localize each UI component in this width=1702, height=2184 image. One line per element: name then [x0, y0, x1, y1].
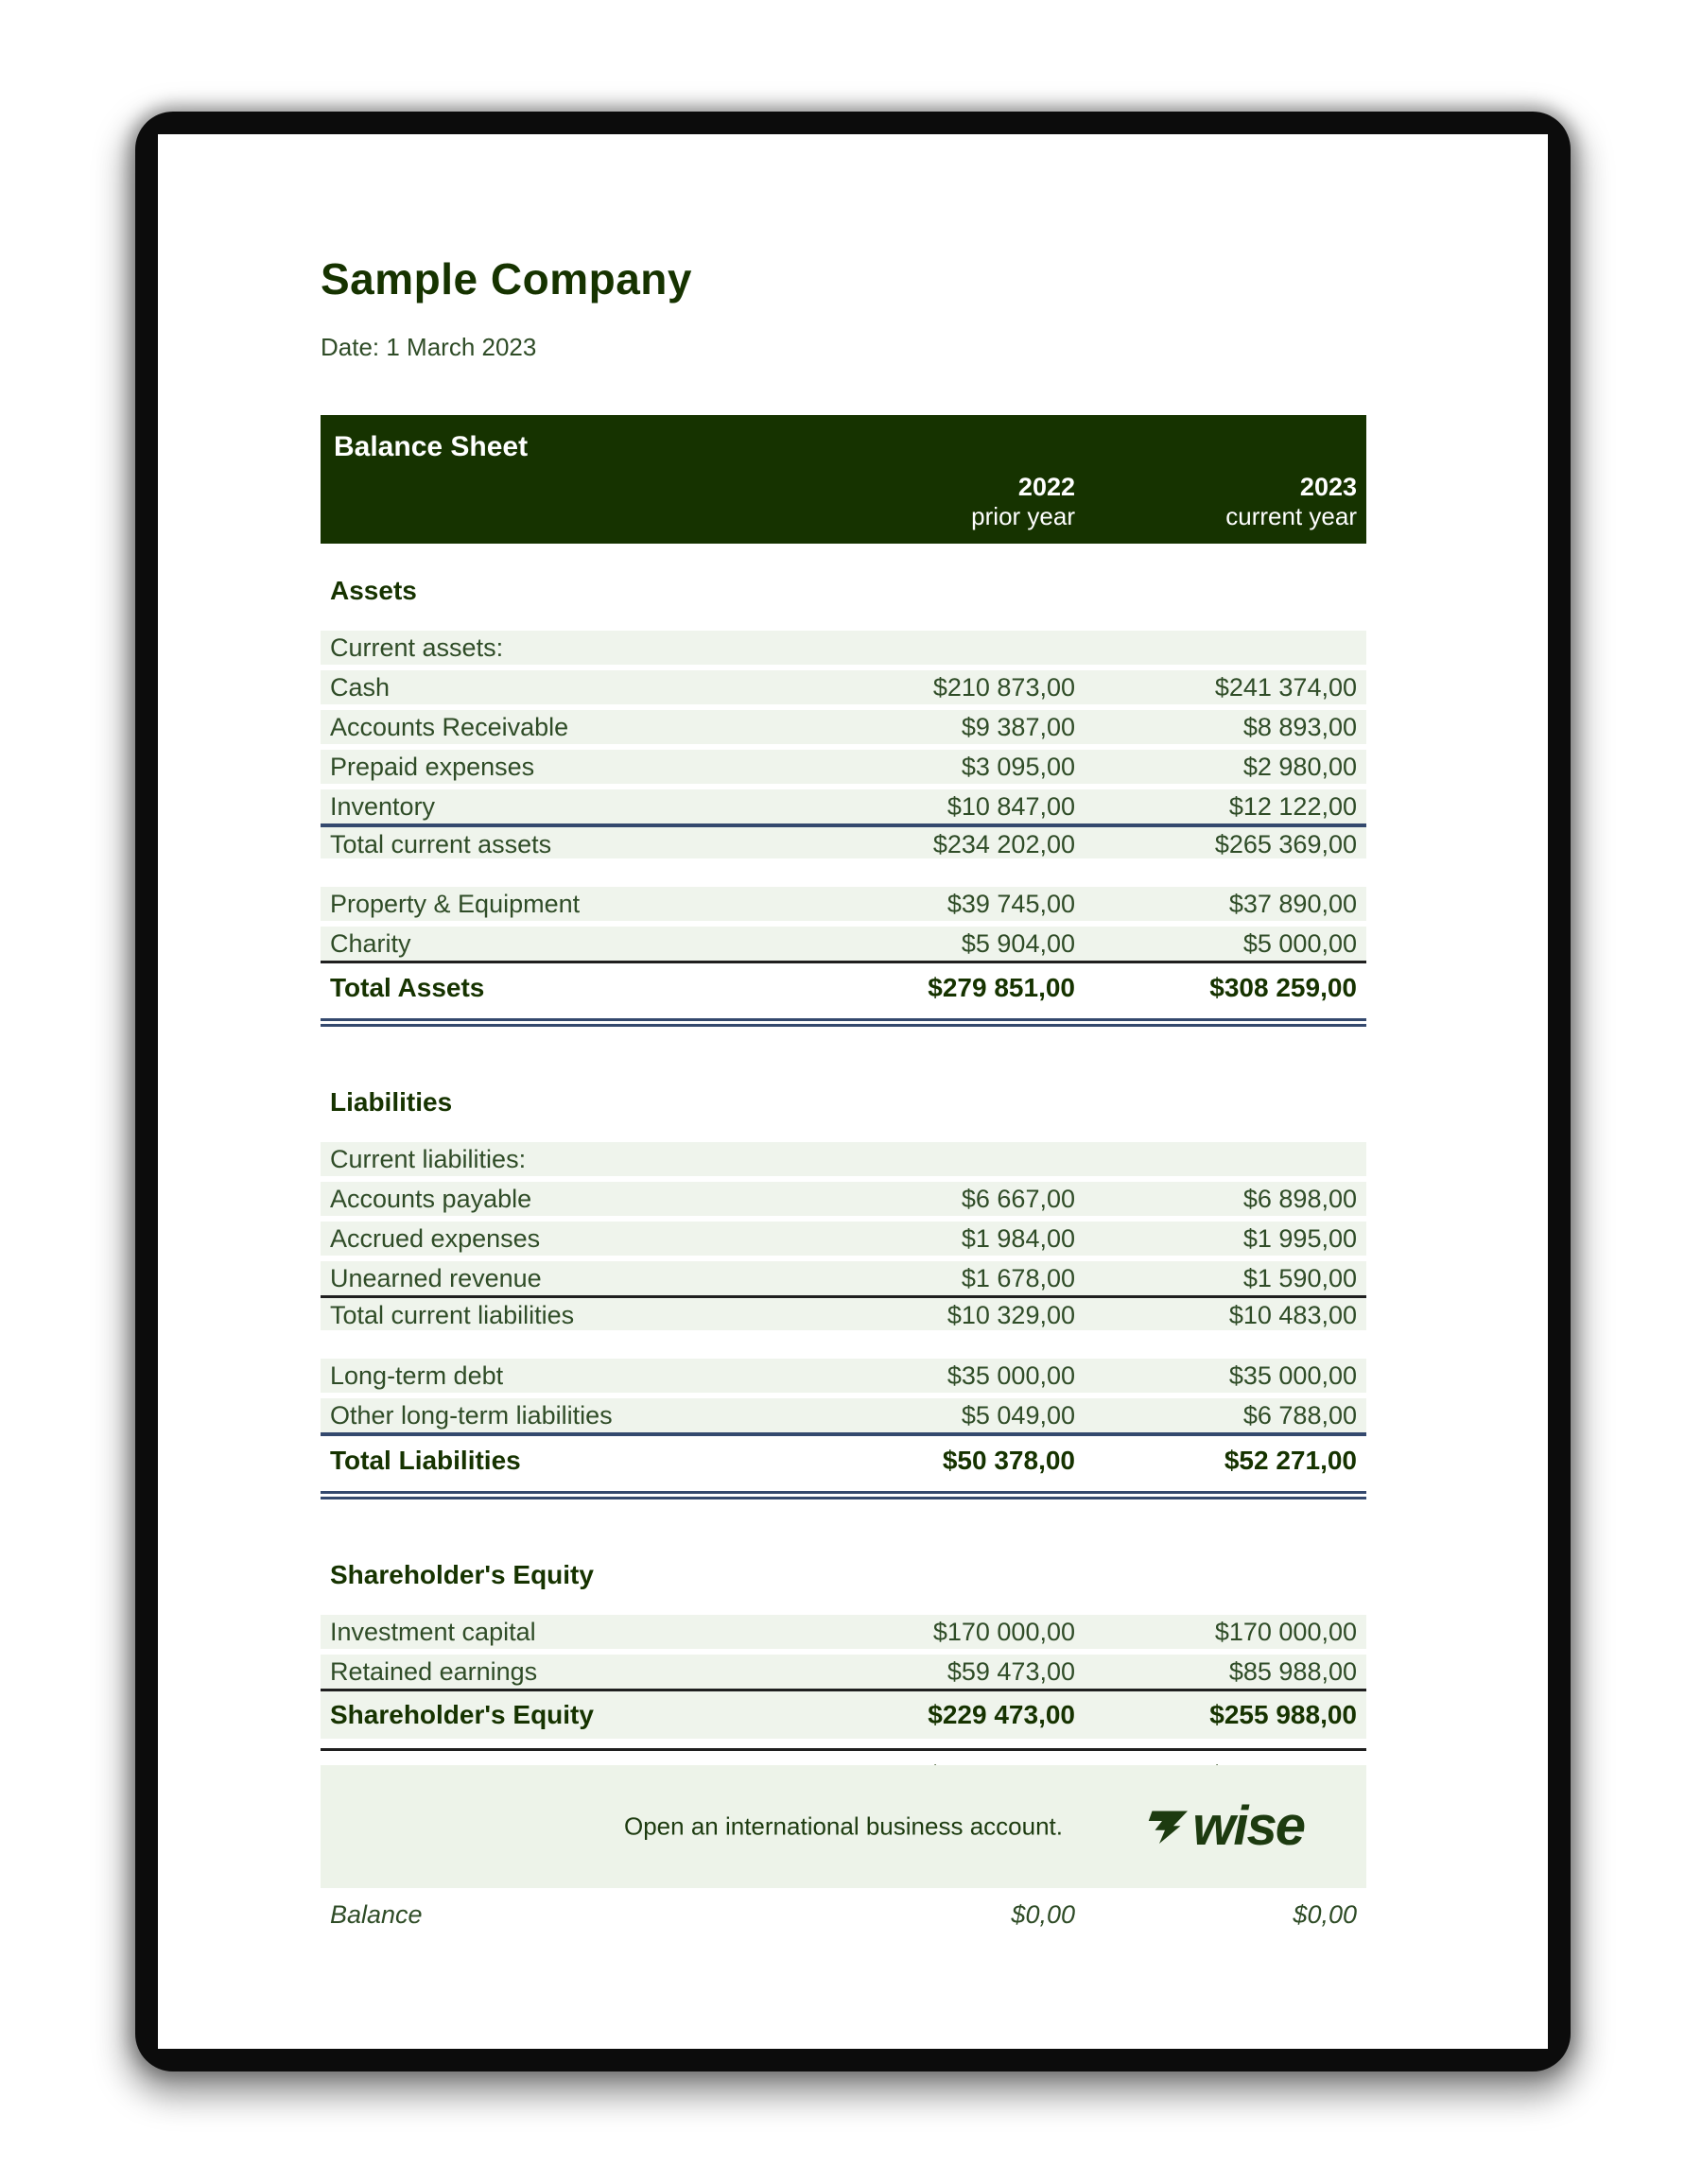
row-value-2023: $8 893,00 — [1242, 713, 1357, 741]
row-value-2022: $35 000,00 — [947, 1361, 1075, 1390]
row-value-2022 — [810, 1142, 1075, 1176]
row-label: Long-term debt — [330, 1361, 504, 1390]
table-row — [321, 1359, 1366, 1393]
rows-block — [321, 1359, 1366, 1432]
row-spacer — [321, 858, 1366, 887]
table-row — [321, 631, 1366, 665]
document-date: Date: 1 March 2023 — [321, 333, 537, 361]
row-label: Other long-term liabilities — [330, 1401, 613, 1430]
table-row — [321, 961, 1366, 1027]
row-value-2023: $85 988,00 — [1228, 1657, 1357, 1686]
row-value-2022: $234 202,00 — [932, 830, 1075, 858]
row-value-2022 — [810, 631, 1075, 665]
rows-block — [321, 887, 1366, 961]
row-label: Total current assets — [330, 830, 552, 858]
row-value-2023: $5 000,00 — [1242, 929, 1357, 958]
row-value-2022: $229 473,00 — [928, 1700, 1075, 1729]
section-heading: Assets — [330, 576, 417, 605]
row-value-2023: $52 271,00 — [1224, 1446, 1357, 1475]
row-label: Charity — [330, 929, 411, 958]
row-value-2022: $210 873,00 — [932, 673, 1075, 702]
row-value-2022: $5 904,00 — [961, 929, 1075, 958]
row-label: Retained earnings — [330, 1657, 538, 1686]
table-row — [321, 1295, 1366, 1330]
table-row — [321, 927, 1366, 961]
table-row — [321, 1615, 1366, 1649]
balance-sheet-page — [158, 134, 1548, 2049]
row-value-2023 — [1075, 1142, 1357, 1176]
table-row — [321, 670, 1366, 704]
row-label: Investment capital — [330, 1618, 536, 1646]
row-label: Shareholder's Equity — [330, 1700, 594, 1729]
balance-value-2022: $0,00 — [1011, 1900, 1075, 1929]
year-columns — [321, 472, 1366, 530]
company-title: Sample Company — [321, 254, 692, 303]
row-label: Prepaid expenses — [330, 753, 535, 781]
sheet-title: Balance Sheet — [334, 431, 529, 462]
row-value-2022: $10 329,00 — [947, 1301, 1075, 1329]
footer-message: Open an international business account. — [624, 1811, 1063, 1841]
row-value-2022: $59 473,00 — [947, 1657, 1075, 1686]
row-label: Inventory — [330, 792, 436, 821]
balance-sheet-header-bar — [321, 415, 1366, 544]
row-value-2023: $10 483,00 — [1228, 1301, 1357, 1329]
row-value-2023: $308 259,00 — [1209, 973, 1357, 1002]
table-row — [321, 823, 1366, 858]
wise-logo — [1145, 1795, 1304, 1857]
row-value-2023: $6 788,00 — [1242, 1401, 1357, 1430]
table-row — [321, 1182, 1366, 1216]
row-label: Accounts payable — [330, 1185, 532, 1213]
row-value-2023: $265 369,00 — [1214, 830, 1357, 858]
rows-block — [321, 1142, 1366, 1295]
table-row — [321, 1222, 1366, 1256]
table-row — [321, 1142, 1366, 1176]
document-page-frame — [135, 112, 1571, 2071]
wise-flag-icon — [1145, 1804, 1190, 1849]
footer-banner — [321, 1765, 1366, 1888]
balance-check-row — [321, 1898, 1366, 1932]
row-value-2022: $1 984,00 — [961, 1224, 1075, 1253]
row-value-2023: $241 374,00 — [1214, 673, 1357, 702]
row-value-2023: $255 988,00 — [1209, 1700, 1357, 1729]
row-label: Current liabilities: — [330, 1145, 527, 1173]
row-value-2022: $39 745,00 — [947, 890, 1075, 918]
row-value-2022: $170 000,00 — [932, 1618, 1075, 1646]
row-value-2022: $6 667,00 — [961, 1185, 1075, 1213]
row-label: Cash — [330, 673, 391, 702]
row-value-2023 — [1075, 631, 1357, 665]
row-value-2022: $1 678,00 — [961, 1264, 1075, 1292]
table-row — [321, 750, 1366, 784]
table-row — [321, 710, 1366, 744]
row-value-2023: $1 590,00 — [1242, 1264, 1357, 1292]
wise-wordmark: wise — [1192, 1795, 1304, 1857]
row-value-2023: $1 995,00 — [1242, 1224, 1357, 1253]
table-row — [321, 1432, 1366, 1499]
row-value-2022: $279 851,00 — [928, 973, 1075, 1002]
row-value-2023: $6 898,00 — [1242, 1185, 1357, 1213]
row-label: Accrued expenses — [330, 1224, 541, 1253]
row-label: Total Assets — [330, 973, 485, 1002]
row-label: Unearned revenue — [330, 1264, 542, 1292]
row-value-2023: $35 000,00 — [1228, 1361, 1357, 1390]
row-value-2022: $10 847,00 — [947, 792, 1075, 821]
column-2022-header: 2022 prior year — [971, 473, 1075, 530]
section-heading: Liabilities — [330, 1087, 453, 1117]
row-label: Property & Equipment — [330, 890, 581, 918]
table-row — [321, 1261, 1366, 1295]
row-spacer — [321, 1330, 1366, 1359]
table-row — [321, 1689, 1366, 1739]
row-label: Total Liabilities — [330, 1446, 521, 1475]
row-value-2023: $37 890,00 — [1228, 890, 1357, 918]
balance-value-2023: $0,00 — [1293, 1900, 1357, 1929]
table-row — [321, 1398, 1366, 1432]
balance-label: Balance — [330, 1900, 423, 1929]
rows-block — [321, 1615, 1366, 1689]
row-label: Accounts Receivable — [330, 713, 569, 741]
row-value-2023: $2 980,00 — [1242, 753, 1357, 781]
balance-sheet-body — [321, 576, 1366, 1863]
table-row — [321, 789, 1366, 823]
section-heading: Shareholder's Equity — [330, 1560, 594, 1589]
column-2023-header: 2023 current year — [1225, 473, 1357, 530]
row-value-2022: $3 095,00 — [961, 753, 1075, 781]
row-label: Current assets: — [330, 633, 504, 662]
row-value-2022: $50 378,00 — [942, 1446, 1075, 1475]
row-value-2023: $170 000,00 — [1214, 1618, 1357, 1646]
row-value-2023: $12 122,00 — [1228, 792, 1357, 821]
row-label: Total current liabilities — [330, 1301, 575, 1329]
table-row — [321, 1655, 1366, 1689]
row-value-2022: $9 387,00 — [961, 713, 1075, 741]
table-row — [321, 887, 1366, 921]
row-value-2022: $5 049,00 — [961, 1401, 1075, 1430]
rows-block — [321, 631, 1366, 823]
